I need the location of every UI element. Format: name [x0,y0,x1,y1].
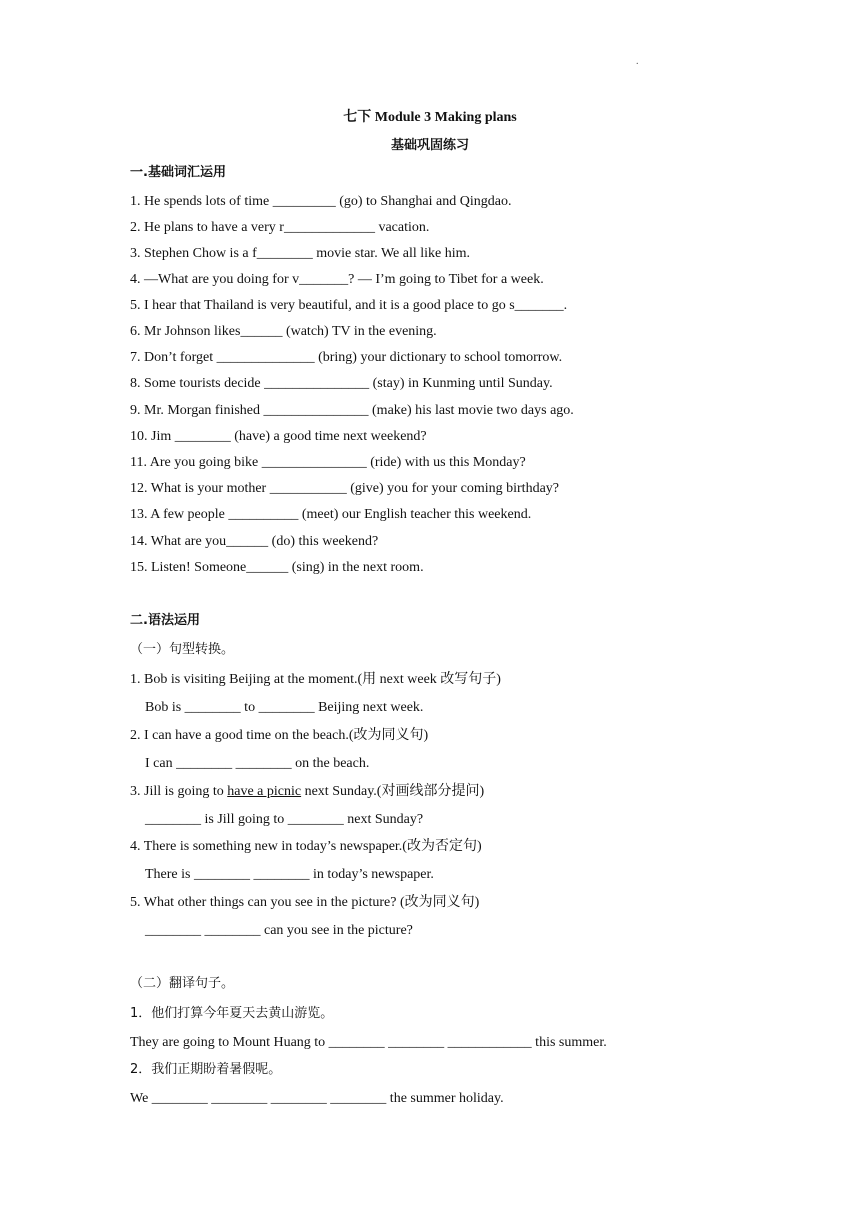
rewrite-answer-1: Bob is ________ to ________ Beijing next week. [145,700,424,715]
vocab-item-11: 11. Are you going bike _______________ (ride) with us this Monday? [130,455,526,470]
vocab-item-4: 4. —What are you doing for v_______? — I’m going to Tibet for a week. [130,272,544,287]
vocab-item-3: 3. Stephen Chow is a f________ movie star. We all like him. [130,246,471,261]
rewrite-question-5: 5. What other things can you see in the picture? (改为同义句) [130,895,480,910]
rewrite-question-3-start: 3. Jill is going to [130,784,228,799]
page-title: 七下 Module 3 Making plans [343,110,517,125]
vocab-item-7: 7. Don’t forget ______________ (bring) your dictionary to school tomorrow. [130,350,563,365]
rewrite-answer-2: I can ________ ________ on the beach. [145,756,370,771]
translate-answer-1: They are going to Mount Huang to ________ ________ ____________ this summer. [130,1035,607,1050]
vocab-item-15: 15. Listen! Someone______ (sing) in the next room. [130,560,424,575]
vocab-item-1: 1. He spends lots of time _________ (go) to Shanghai and Qingdao. [130,194,512,209]
part1-heading: （一）句型转换。 [130,642,235,657]
translate-question-1: 1．他们打算今年夏天去黄山游览。 [130,1006,334,1021]
translate-answer-2: We ________ ________ ________ ________ the summer holiday. [130,1091,504,1106]
underlined-phrase: have a picnic [227,784,302,799]
rewrite-question-2: 2. I can have a good time on the beach.(改为同义句) [130,728,429,743]
section2-heading: 二.语法运用 [130,613,200,628]
page-subtitle: 基础巩固练习 [390,138,469,153]
translate-question-2: 2．我们正期盼着暑假呢。 [130,1062,282,1077]
rewrite-question-1: 1. Bob is visiting Beijing at the moment.(用 next week 改写句子) [130,672,501,687]
vocab-item-14: 14. What are you______ (do) this weekend? [130,534,379,549]
rewrite-answer-3: ________ is Jill going to ________ next Sunday? [145,812,424,827]
vocab-item-12: 12. What is your mother ___________ (give) you for your coming birthday? [130,481,559,496]
header-dot: . [636,56,639,67]
rewrite-answer-5: ________ ________ can you see in the picture? [145,923,413,938]
rewrite-answer-4: There is ________ ________ in today’s newspaper. [145,867,434,882]
vocab-item-9: 9. Mr. Morgan finished _______________ (make) his last movie two days ago. [130,403,574,418]
vocab-item-2: 2. He plans to have a very r_____________ vacation. [130,220,430,235]
rewrite-question-4: 4. There is something new in today’s newspaper.(改为否定句) [130,839,482,854]
rewrite-question-3-end: next Sunday.(对画线部分提问) [301,784,485,799]
rewrite-question-3 [130,783,484,801]
vocab-item-5: 5. I hear that Thailand is very beautiful, and it is a good place to go s_______. [130,298,568,313]
vocab-item-13: 13. A few people __________ (meet) our English teacher this weekend. [130,507,532,522]
vocab-item-10: 10. Jim ________ (have) a good time next weekend? [130,429,427,444]
vocab-item-8: 8. Some tourists decide _______________ (stay) in Kunming until Sunday. [130,376,553,391]
part2-heading: （二）翻译句子。 [130,976,235,991]
section1-heading: 一.基础词汇运用 [130,165,226,180]
vocab-item-6: 6. Mr Johnson likes______ (watch) TV in the evening. [130,324,437,339]
